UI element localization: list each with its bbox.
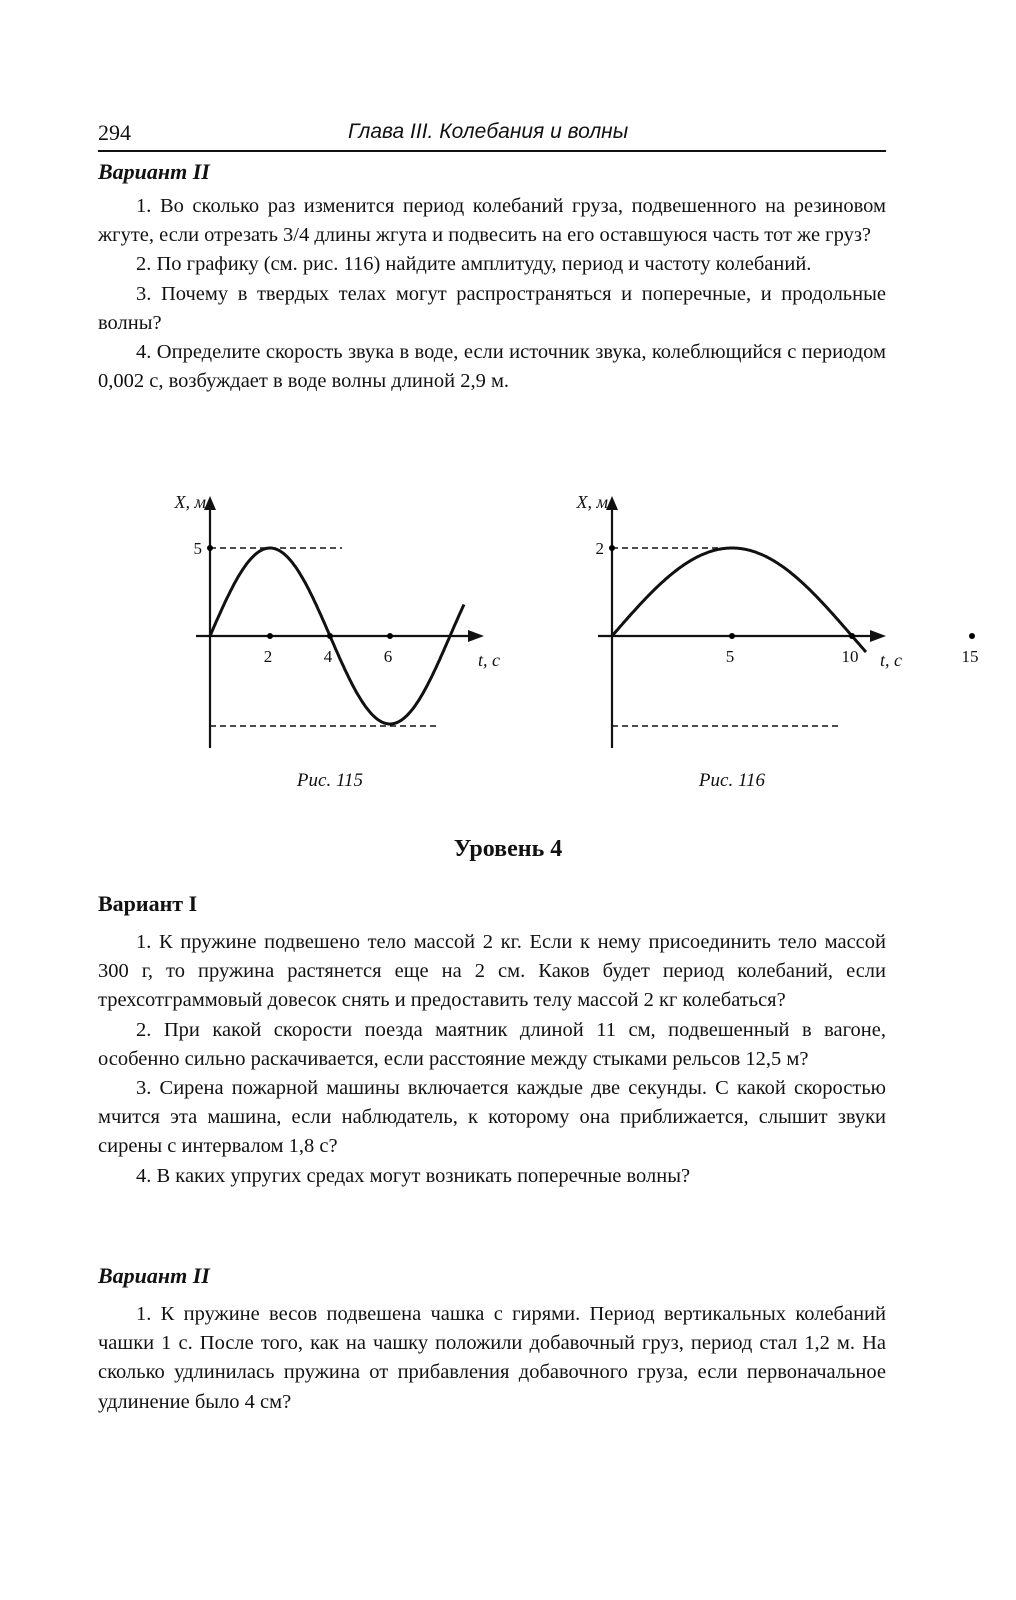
y-axis-label: X, м <box>174 492 206 512</box>
x-axis-arrow-icon <box>870 630 886 642</box>
variant-title: Вариант II <box>98 1263 210 1288</box>
problem-item: 1. К пружине подвешено тело массой 2 кг. Если к нему присоединить тело массой 300 г, то пружина растянется еще на 2 см. Каков будет период колебаний, если трехсотграммовый довесок снять и предоставить телу массой 2 кг колебаться? <box>98 931 886 1012</box>
amplitude-tick-label: 5 <box>193 539 202 558</box>
x-tick-mark <box>729 633 735 639</box>
x-tick-label: 4 <box>323 647 333 666</box>
x-tick-label: 10 <box>841 647 859 666</box>
figure-caption: Рис. 116 <box>698 770 766 791</box>
y-axis-label: X, м <box>576 492 608 512</box>
figure-caption: Рис. 115 <box>296 770 364 791</box>
page-number: 294 <box>98 120 131 145</box>
x-tick-label: 15 <box>961 647 979 666</box>
problem-item: 2. При какой скорости поезда маятник длиной 11 см, подвешенный в вагоне, особенно сильно раскачивается, если расстояние между стыками рельсов 12,5 м? <box>98 1018 886 1070</box>
problem-item: 1. К пружине весов подвешена чашка с гирями. Период вертикальных колебаний чашки 1 с. После того, как на чашку положили добавочный груз, период стал 1,2 м. На сколько удлинилась пружина от прибавления добавочного груза, если первоначальное удлинение было 4 см? <box>98 1303 886 1413</box>
x-axis-label: t, с <box>478 650 500 670</box>
variant-title: Вариант II <box>98 159 210 184</box>
problem-item: 4. В каких упругих средах могут возникать поперечные волны? <box>136 1164 691 1187</box>
x-tick-label: 5 <box>725 647 735 666</box>
x-tick-mark <box>849 633 855 639</box>
chapter-title: Глава III. Колебания и волны <box>348 120 629 143</box>
problem-item: 4. Определите скорость звука в воде, если источник звука, колеблющийся с периодом 0,002 с, возбуждает в воде волны длиной 2,9 м. <box>98 341 886 393</box>
x-tick-label: 6 <box>383 647 393 666</box>
problem-item: 2. По графику (см. рис. 116) найдите амплитуду, период и частоту колебаний. <box>136 253 812 276</box>
problem-item: 3. Сирена пожарной машины включается каждые две секунды. С какой скоростью мчится эта машина, если наблюдатель, к которому она приближается, слышит звуки сирены с интервалом 1,8 с? <box>98 1077 886 1158</box>
amplitude-tick-label: 2 <box>595 539 604 558</box>
problem-item: 3. Почему в твердых телах могут распространяться и поперечные, и продольные волны? <box>98 282 886 334</box>
x-axis-label: t, с <box>880 650 902 670</box>
section-variant-1-level-4 <box>98 890 886 1191</box>
level-heading: Уровень 4 <box>453 836 563 862</box>
section-variant-2-level-4 <box>98 1262 886 1417</box>
x-tick-label: 2 <box>263 647 273 666</box>
y-tick-mark <box>609 545 615 551</box>
variant-title: Вариант I <box>98 891 198 916</box>
problem-item: 1. Во сколько раз изменится период колебаний груза, подвешенного на резиновом жгуте, если отрезать 3/4 длины жгута и подвесить на его оставшуюся часть тот же груз? <box>98 195 886 247</box>
x-tick-mark <box>969 633 975 639</box>
